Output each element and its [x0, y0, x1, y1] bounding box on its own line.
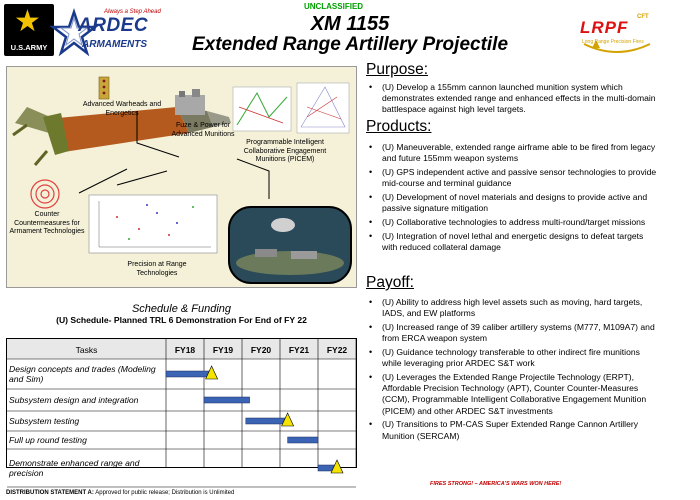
products-bullet: • (U) Collaborative technologies to address multi-round/target missions: [368, 217, 658, 228]
purpose-list: [368, 82, 658, 118]
distribution-label: DISTRIBUTION STATEMENT A:: [6, 490, 94, 496]
gantt-bar: [246, 418, 288, 424]
footer-slogan: FIRES STRONG! – AMERICA'S WARS WON HERE!: [430, 481, 562, 487]
caption-picem: Programmable Intelligent Collaborative Engagement Munitions (PICEM): [243, 139, 327, 163]
page-title-line2: Extended Range Artillery Projectile: [191, 34, 509, 55]
lrpf-cft: CFT: [637, 14, 649, 20]
payoff-list: [368, 297, 658, 444]
battlefield-scene-icon: [229, 207, 351, 283]
schedule-subtitle: (U) Schedule- Planned TRL 6 Demonstration For End of FY 22: [56, 315, 307, 325]
army-star-icon: ★: [14, 5, 41, 38]
ardec-tagline: Always a Step Ahead: [104, 9, 161, 15]
schedule-table: [6, 338, 357, 478]
payoff-bullet: • (U) Guidance technology transferable to other indirect fire munitions while leveraging prior ARDEC S&T work: [368, 347, 658, 369]
fuze-icon: [175, 89, 205, 115]
products-list: [368, 142, 658, 256]
lrpf-logo-text: LRPF: [580, 18, 629, 37]
gantt-bar: [288, 437, 318, 443]
precision-chart-icon: [89, 195, 217, 253]
payoff-heading: Payoff:: [366, 274, 414, 291]
gantt-bar: [166, 371, 212, 377]
gantt-year-header: FY19: [212, 345, 234, 355]
caption-countermeasures: Counter Countermeasures for Armament Technologies: [9, 211, 85, 235]
countermeasure-target-icon: [31, 180, 59, 208]
lrpf-subtitle: Long Range Precision Fires: [582, 39, 644, 45]
gantt-bar: [204, 397, 250, 403]
products-bullet: • (U) Development of novel materials and designs to provide active and passive signature mitigation: [368, 192, 658, 214]
schedule-gantt: [7, 339, 356, 478]
payoff-bullet: • (U) Increased range of 39 caliber artillery systems (M777, M109A7) and from ERCA weapon system: [368, 322, 658, 344]
products-bullet: • (U) Integration of novel lethal and energetic designs to defeat targets with reduced collateral damage: [368, 231, 658, 253]
warhead-icon: [99, 77, 109, 99]
caption-warheads: Advanced Warheads and Energetics: [82, 101, 162, 117]
classification-banner: UNCLASSIFIED: [303, 2, 364, 11]
caption-precision: Precision at Range Technologies: [127, 261, 187, 277]
gantt-task-label: Demonstrate enhanced range and precision: [9, 457, 140, 478]
gantt-year-header: FY22: [326, 345, 348, 355]
gantt-year-header: FY18: [174, 345, 196, 355]
schedule-title: Schedule & Funding: [131, 303, 232, 315]
army-logo-text: U.S.ARMY: [10, 43, 48, 52]
products-bullet: • (U) GPS independent active and passive sensor technologies to provide mid-course and terminal guidance: [368, 167, 658, 189]
purpose-bullet: • (U) Develop a 155mm cannon launched munition system which demonstrates extended range and enhanced effects in the multi-domain battlespace against high level targets.: [368, 82, 658, 116]
distribution-statement: [6, 490, 234, 496]
gantt-task-label: Design concepts and trades (Modeling and Sim): [9, 363, 156, 384]
technology-panel: [6, 66, 357, 288]
page-title-line1: XM 1155: [310, 13, 390, 35]
caption-fuze: Fuze & Power for Advanced Munitions: [171, 122, 235, 138]
picem-plot-icon: [233, 83, 349, 133]
products-heading: Products:: [366, 118, 432, 135]
panel-illustration: [7, 67, 358, 289]
distribution-text: Approved for public release; Distribution is Unlimited: [95, 490, 235, 496]
products-bullet: • (U) Maneuverable, extended range airframe able to be fired from legacy and future 155mm weapon systems: [368, 142, 658, 164]
gantt-year-header: FY21: [288, 345, 310, 355]
purpose-heading: Purpose:: [366, 61, 429, 78]
payoff-bullet: • (U) Transitions to PM-CAS Super Extended Range Cannon Artillery Munition (SERCAM): [368, 419, 658, 441]
payoff-bullet: • (U) Leverages the Extended Range Projectile Technology (ERPT), Affordable Precision Technology (APT), Counter Counter-Measures (CCM), Programmable Intelligent Collaborative Engagement Munition (PICEM) and other ARDEC S&T investments: [368, 372, 658, 417]
payoff-bullet: • (U) Ability to address high level assets such as moving, hard targets, IADS, and EW platforms: [368, 297, 658, 319]
ardec-sub: ARMAMENTS: [82, 39, 147, 50]
gantt-tasks-header: Tasks: [75, 345, 98, 355]
gantt-year-header: FY20: [250, 345, 272, 355]
gantt-task-label: Subsystem testing: [9, 415, 80, 426]
ardec-name: ARDEC: [78, 15, 149, 36]
gantt-task-label: Full up round testing: [9, 434, 87, 445]
gantt-task-label: Subsystem design and integration: [9, 394, 139, 405]
